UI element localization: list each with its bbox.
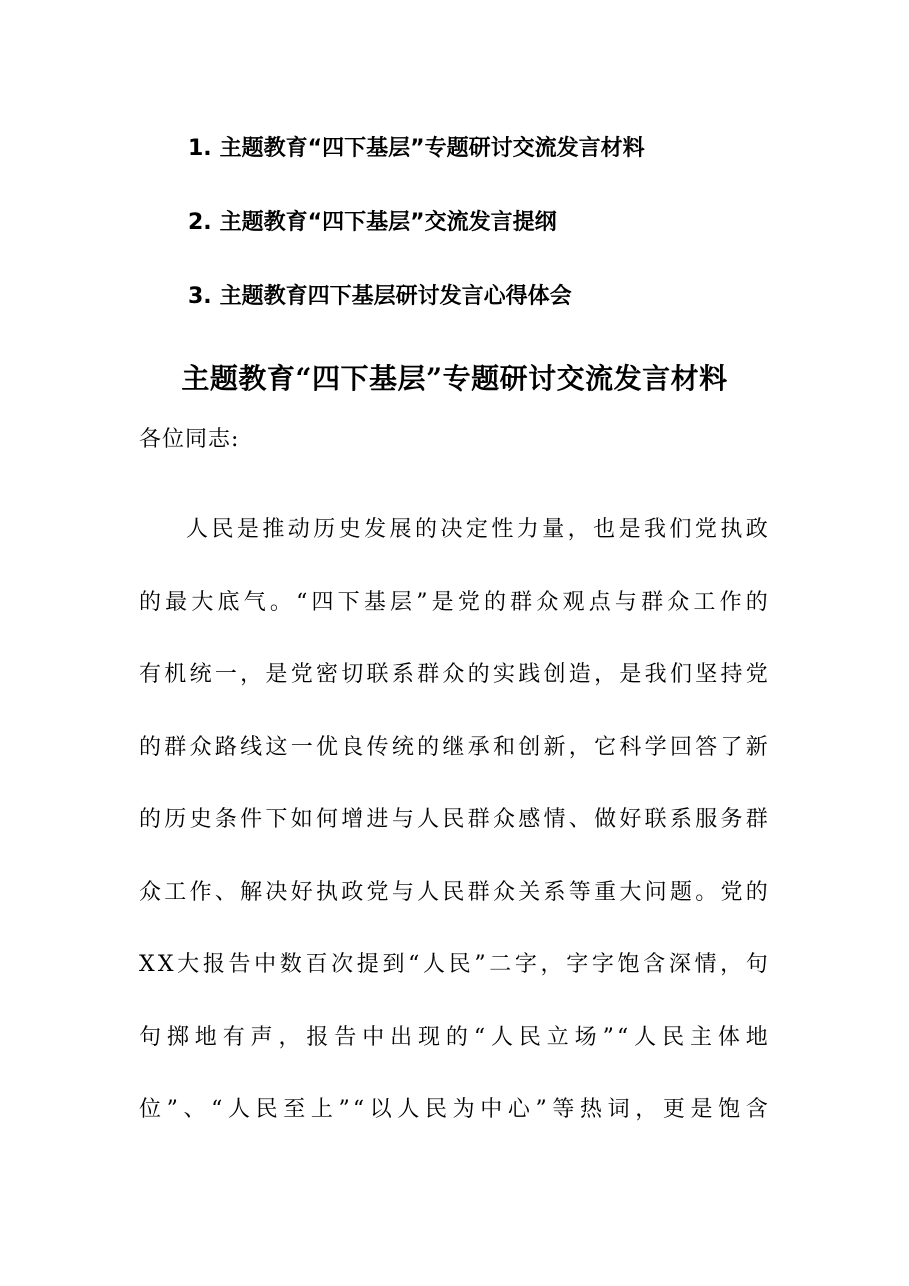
toc-item-title: 主题教育“四下基层”交流发言提纲 xyxy=(219,210,557,235)
toc-item xyxy=(188,134,645,208)
body-line: 的历史条件下如何增进与人民群众感情、做好联系服务群 xyxy=(139,807,771,832)
document-title: 主题教育“四下基层”专题研讨交流发言材料 xyxy=(181,362,728,395)
body-line: 的最大底气。“四下基层”是党的群众观点与群众工作的 xyxy=(139,589,771,615)
body-line: XX大报告中数百次提到“人民”二字，字字饱含深情，句 xyxy=(139,952,771,977)
body-line: 人民是推动历史发展的决定性力量，也是我们党执政 xyxy=(186,517,771,542)
body-line: 位”、“人民至上”“以人民为中心”等热词，更是饱含 xyxy=(139,1097,771,1122)
body-line: 句掷地有声，报告中出现的“人民立场”“人民主体地 xyxy=(139,1024,771,1050)
body-line: 的群众路线这一优良传统的继承和创新，它科学回答了新 xyxy=(139,734,771,760)
toc-item-title: 主题教育四下基层研讨发言心得体会 xyxy=(219,284,572,309)
toc-item-number: 2. xyxy=(188,210,212,235)
salutation: 各位同志: xyxy=(139,427,240,452)
table-of-contents xyxy=(188,134,645,356)
toc-item xyxy=(188,208,645,282)
toc-item-title: 主题教育“四下基层”专题研讨交流发言材料 xyxy=(219,136,645,161)
body-line: 众工作、解决好执政党与人民群众关系等重大问题。党的 xyxy=(139,879,771,905)
toc-item-number: 1. xyxy=(188,136,212,161)
body-paragraph xyxy=(139,494,771,1147)
toc-item xyxy=(188,282,645,356)
toc-item-number: 3. xyxy=(188,284,212,309)
body-line: 有机统一，是党密切联系群众的实践创造，是我们坚持党 xyxy=(139,662,771,687)
